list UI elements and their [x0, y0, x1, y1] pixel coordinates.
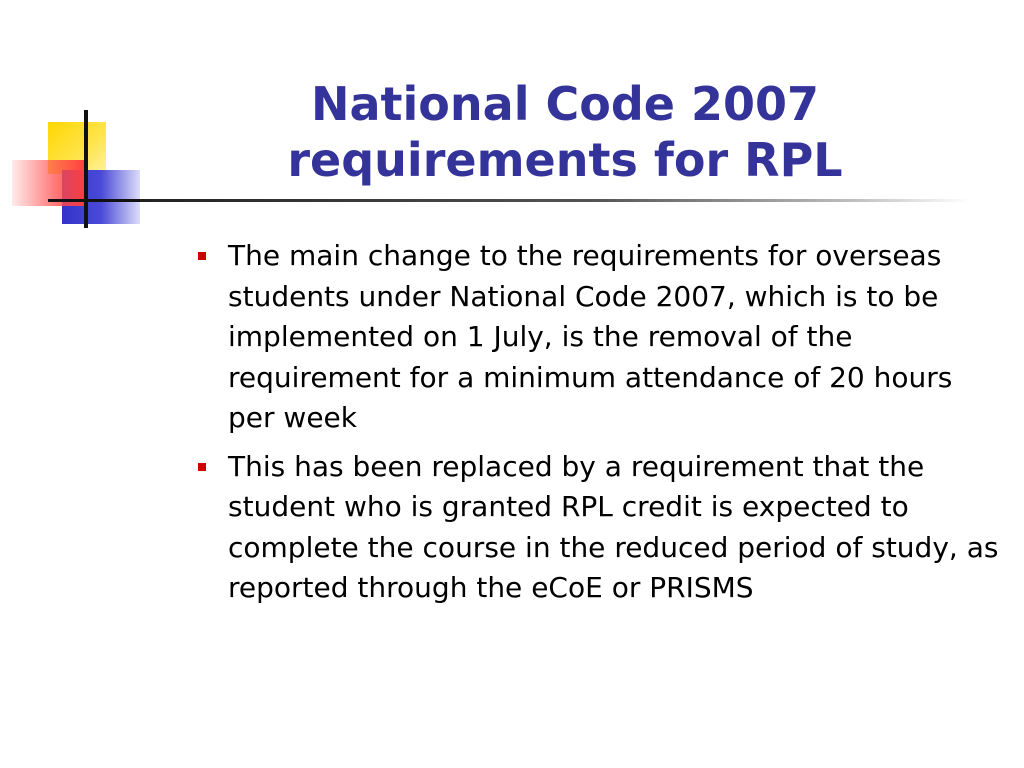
corner-ornament	[0, 100, 150, 240]
bullet-list	[194, 236, 1000, 617]
title-underline-rule	[140, 199, 970, 202]
bullet-item	[194, 236, 1000, 439]
bullet-text: The main change to the requirements for overseas students under National Code 2007, which is to be implemented on 1 July, is the removal of the requirement for a minimum attendance of 20 hours per week	[228, 239, 953, 434]
square-bullet-icon	[198, 252, 206, 260]
bullet-item	[194, 447, 1000, 609]
slide-title-line-2: requirements for RPL	[287, 133, 843, 187]
square-bullet-icon	[198, 463, 206, 471]
slide-title-line-1: National Code 2007	[311, 77, 819, 131]
bullet-text: This has been replaced by a requirement that the student who is granted RPL credit is expected to complete the course in the reduced period of study, as reported through the eCoE or PRISMS	[228, 449, 999, 604]
slide-title	[200, 76, 930, 188]
ornament-vertical-line	[84, 110, 88, 228]
